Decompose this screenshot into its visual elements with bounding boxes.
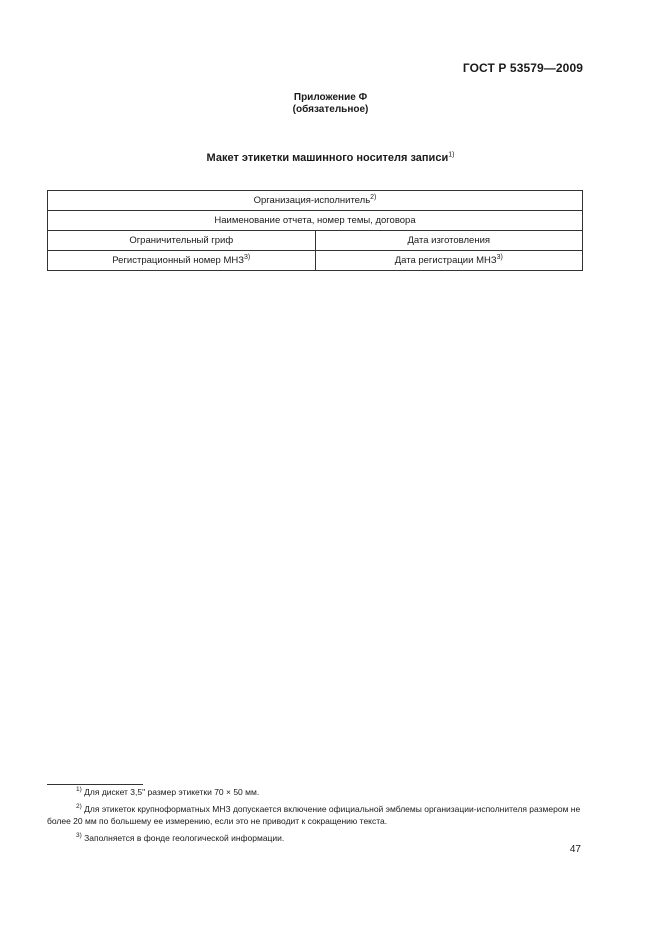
table-row: [48, 191, 583, 211]
cell-restriction: Ограничительный гриф: [48, 231, 316, 251]
cell-registration-date-text: Дата регистрации МНЗ: [394, 255, 497, 266]
footnote: [47, 803, 583, 828]
annex-status: (обязательное): [292, 104, 369, 115]
label-heading-text: Макет этикетки машинного носителя записи: [206, 152, 449, 164]
footnote-ref: 2): [370, 193, 377, 201]
footnote-mark: 3): [76, 831, 82, 839]
annex-title: Приложение Ф: [293, 92, 368, 103]
table-row: [48, 231, 583, 251]
footnote-mark: 2): [76, 802, 82, 810]
cell-production-date: Дата изготовления: [315, 231, 583, 251]
footnote-ref: 3): [496, 253, 503, 261]
footnotes: [47, 786, 583, 848]
cell-registration-number-text: Регистрационный номер МНЗ: [112, 255, 244, 266]
page-number: 47: [569, 844, 581, 855]
footnote-ref: 1): [448, 151, 455, 159]
label-layout-table: [47, 190, 583, 271]
label-heading: [0, 152, 661, 164]
footnote: [47, 832, 583, 845]
footnote-text: Для дискет 3,5" размер этикетки 70 × 50 мм.: [84, 787, 260, 797]
table-row: [48, 251, 583, 271]
cell-organization-text: Организация-исполнитель: [253, 195, 371, 206]
cell-registration-number: [48, 251, 316, 271]
cell-report-name: Наименование отчета, номер темы, договора: [48, 211, 583, 231]
cell-organization: [48, 191, 583, 211]
footnote-divider: [47, 784, 143, 785]
footnote: [47, 786, 583, 799]
standard-designation: ГОСТ Р 53579—2009: [462, 61, 583, 75]
footnote-text: Заполняется в фонде геологической информации.: [84, 832, 285, 843]
footnote-mark: 1): [76, 786, 82, 794]
cell-registration-date: [315, 251, 583, 271]
footnote-text: Для этикеток крупноформатных МНЗ допускается включение официальной эмблемы организации-исполнителя размером не более 20 мм по большему ее измерению, если это не приводит к сокращению текста.: [47, 803, 581, 826]
footnote-ref: 3): [244, 253, 251, 261]
table-row: [48, 211, 583, 231]
